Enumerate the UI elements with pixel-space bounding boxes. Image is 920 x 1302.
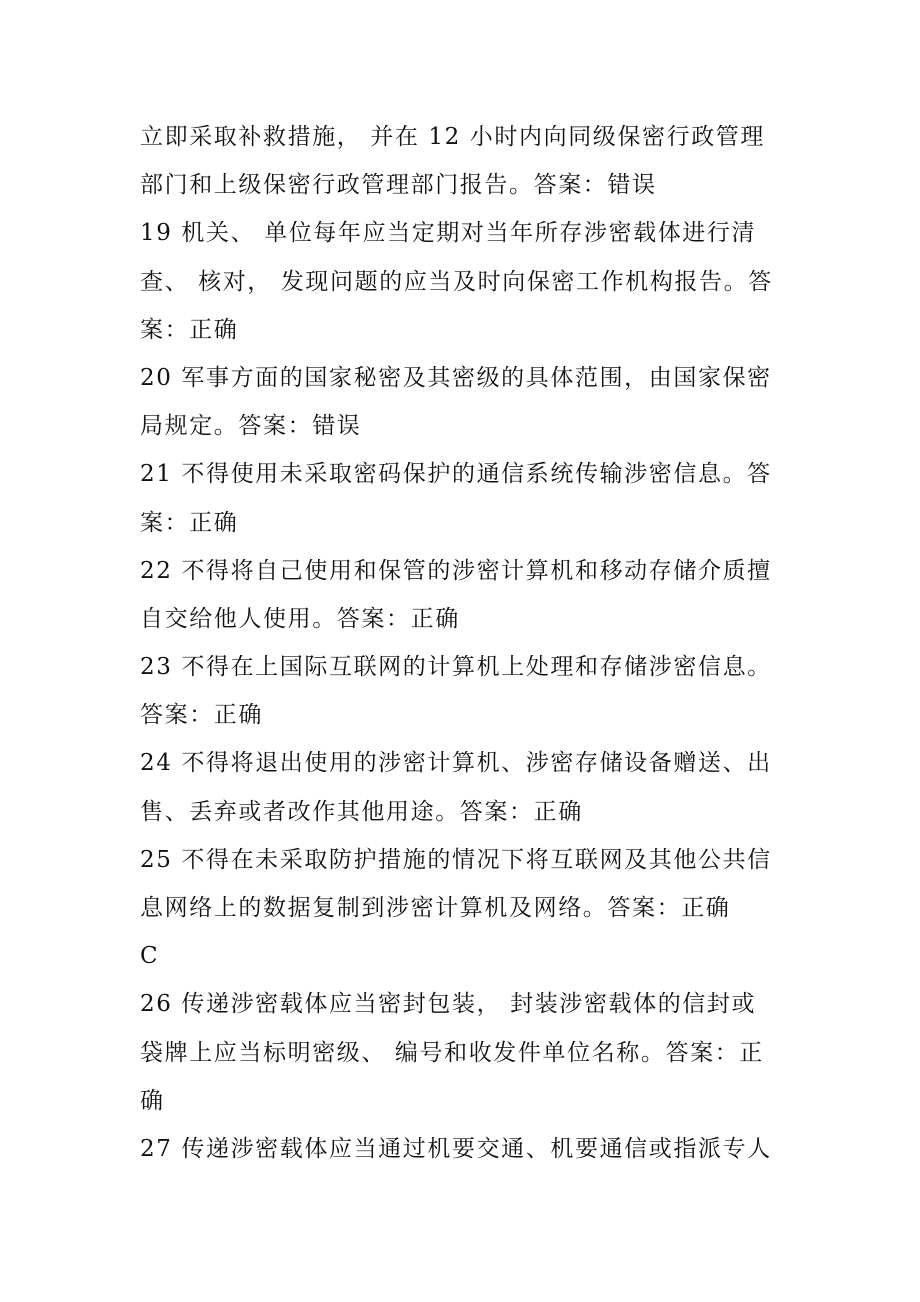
answer-line: 答案：正确 — [140, 702, 263, 729]
question-25-line: 25 不得在未采取防护措施的情况下将互联网及其他公共信 — [140, 846, 772, 873]
question-24-line: 24 不得将退出使用的涉密计算机、涉密存储设备赠送、出 — [140, 750, 772, 777]
text-line: 部门和上级保密行政管理部门报告。答案：错误 — [140, 172, 657, 199]
answer-line: 案：正确 — [140, 316, 239, 343]
question-27-line: 27 传递涉密载体应当通过机要交通、机要通信或指派专人 — [140, 1135, 772, 1162]
section-letter: C — [140, 943, 160, 970]
question-23-line: 23 不得在上国际互联网的计算机上处理和存储涉密信息。 — [140, 654, 772, 681]
question-26-line: 26 传递涉密载体应当密封包装， 封装涉密载体的信封或 — [140, 991, 757, 1018]
answer-line: 案：正确 — [140, 509, 239, 536]
document-body — [140, 113, 790, 1173]
question-21-line: 21 不得使用未采取密码保护的通信系统传输涉密信息。答 — [140, 461, 772, 488]
question-19-line: 19 机关、 单位每年应当定期对当年所存涉密载体进行清 — [140, 220, 757, 247]
answer-line: 自交给他人使用。答案：正确 — [140, 605, 460, 632]
answer-line: 局规定。答案：错误 — [140, 413, 362, 440]
text-line: 立即采取补救措施， 并在 12 小时内向同级保密行政管理 — [140, 124, 765, 150]
text-line: 袋牌上应当标明密级、 编号和收发件单位名称。答案：正 — [140, 1039, 764, 1066]
answer-line: 确 — [140, 1087, 165, 1114]
question-22-line: 22 不得将自己使用和保管的涉密计算机和移动存储介质擅 — [140, 557, 772, 584]
answer-line: 售、丢弃或者改作其他用途。答案：正确 — [140, 798, 583, 825]
text-line: 查、 核对， 发现问题的应当及时向保密工作机构报告。答 — [140, 268, 773, 295]
question-20-line: 20 军事方面的国家秘密及其密级的具体范围，由国家保密 — [140, 364, 772, 391]
answer-line: 息网络上的数据复制到涉密计算机及网络。答案：正确 — [140, 895, 731, 921]
